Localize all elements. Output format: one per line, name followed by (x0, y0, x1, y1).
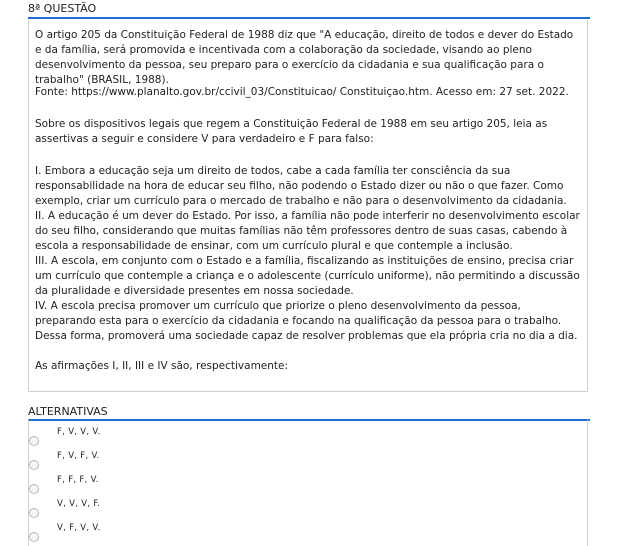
radio-button-e[interactable] (29, 532, 39, 542)
alternative-label-b[interactable]: F, V, F, V. (57, 451, 100, 461)
assertion-2: II. A educação é um dever do Estado. Por isso, a família não pode interferir no desenvolvimento escolar do seu filho, considerando que muitas famílias não têm professores dentro de suas casas, cabendo à escola a responsabilidade de ensinar, com um currículo plural e que contemple a inclusão. (35, 210, 580, 253)
assertion-4: IV. A escola precisa promover um currículo que priorize o pleno desenvolvimento da pessoa, preparando esta para o exercício da cidadania e focando na qualificação da pessoa para o trabalho. Dessa forma, promoverá uma sociedade capaz de resolver problemas que ela própria cria no dia a dia. (35, 300, 578, 343)
assertion-1: I. Embora a educação seja um direito de todos, cabe a cada família ter consciência da sua responsabilidade na hora de educar seu filho, não podendo o Estado dizer ou não o que fazer. Como exemplo, criar um currículo para o mercado de trabalho e não para o desenvolvimento da cidadania. (35, 165, 567, 208)
question-source: Fonte: https://www.planalto.gov.br/ccivil_03/Constituicao/ Constituiçao.htm. Acesso em: 27 set. 2022. (35, 86, 569, 98)
radio-button-b[interactable] (29, 460, 39, 470)
question-box (28, 20, 588, 392)
question-prompt: As afirmações I, II, III e IV são, respectivamente: (35, 360, 289, 372)
alternatives-list (28, 420, 588, 546)
radio-button-c[interactable] (29, 484, 39, 494)
alternative-label-c[interactable]: F, F, F, V. (57, 475, 99, 485)
alternative-label-a[interactable]: F, V, V, V. (57, 427, 101, 437)
question-title-rule (28, 17, 590, 19)
alternative-label-e[interactable]: V, F, V, V. (57, 523, 101, 533)
alternative-option-b[interactable] (29, 450, 569, 472)
alternative-label-d[interactable]: V, V, V, F. (57, 499, 101, 509)
alternative-option-c[interactable] (29, 474, 569, 496)
alternative-option-a[interactable] (29, 426, 569, 448)
question-instruction: Sobre os dispositivos legais que regem a Constituição Federal de 1988 em seu artigo 205, leia as assertivas a seguir e considere V para verdadeiro e F para falso: (35, 118, 548, 146)
question-title: 8ª QUESTÃO (28, 2, 97, 15)
alternative-option-e[interactable] (29, 522, 569, 544)
assertion-3: III. A escola, em conjunto com o Estado e a família, fiscalizando as instituições de ensino, precisa criar um currículo que contemple a criança e o adolescente (currículo uniforme), não permitindo a discussão da pluralidade e diversidade presentes em nossa sociedade. (35, 255, 580, 298)
alternatives-title: ALTERNATIVAS (28, 405, 108, 418)
alternative-option-d[interactable] (29, 498, 569, 520)
question-intro: O artigo 205 da Constituição Federal de 1988 diz que "A educação, direito de todos e dever do Estado e da família, será promovida e incentivada com a colaboração da sociedade, visando ao pleno desenvolvimento da pessoa, seu preparo para o exercício da cidadania e sua qualificação para o trabalho" (BRASIL, 1988). (35, 29, 574, 87)
radio-button-a[interactable] (29, 436, 39, 446)
radio-button-d[interactable] (29, 508, 39, 518)
